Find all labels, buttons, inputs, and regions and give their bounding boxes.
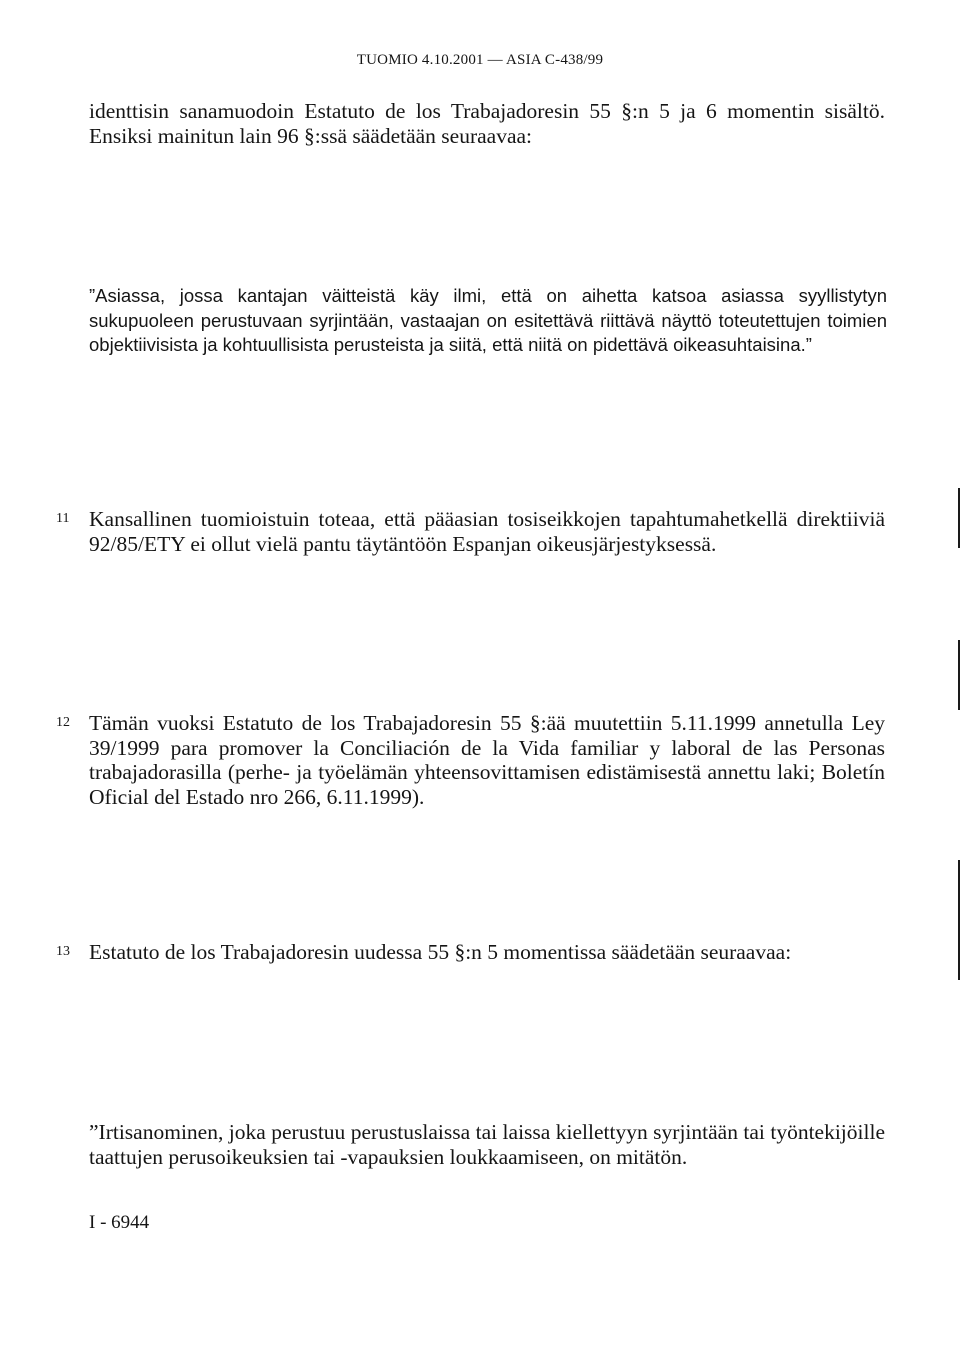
intro-paragraph: identtisin sanamuodoin Estatuto de los Trabajadoresin 55 §:n 5 ja 6 momentin sisältö. Ensiksi mainitun lain 96 §:ssä säädetään seuraavaa: (89, 99, 885, 148)
page-folio: I - 6944 (89, 1212, 150, 1233)
quoted-provision-article-55: ”Irtisanominen, joka perustuu perustuslaissa tai laissa kiellettyyn syrjintään tai työntekijöille taattujen perusoikeuksien tai -vapauksien loukkaamiseen, on mitätön. (89, 1120, 885, 1169)
paragraph-12: Tämän vuoksi Estatuto de los Trabajadoresin 55 §:ää muutettiin 5.11.1999 annetulla Ley 39/1999 para promover la Conciliación de la Vida familiar y laboral de las Personas trabajadorasilla (perhe- ja työelämän yhteensovittamisen edistämisestä annettu laki; Boletín Oficial del Estado nro 266, 6.11.1999). (89, 711, 885, 809)
paragraph-number-11: 11 (56, 511, 70, 526)
paragraph-11: Kansallinen tuomioistuin toteaa, että pääasian tosiseikkojen tapahtumahetkellä direktiiviä 92/85/ETY ei ollut vielä pantu täytäntöön Espanjan oikeusjärjestyksessä. (89, 507, 885, 556)
paragraph-number-12: 12 (56, 715, 70, 730)
paragraph-number-13: 13 (56, 944, 70, 959)
running-head: TUOMIO 4.10.2001 — ASIA C-438/99 (356, 52, 604, 68)
paragraph-13: Estatuto de los Trabajadoresin uudessa 55 §:n 5 momentissa säädetään seuraavaa: (89, 940, 792, 964)
quoted-provision-article-96: ”Asiassa, jossa kantajan väitteistä käy ilmi, että on aihetta katsoa asiassa syyllistytyn sukupuoleen perustuvaan syrjintään, vastaajan on esitettävä riittävä näyttö toteutettujen toimien objektiivisista ja kohtuullisista perusteista ja siitä, että niitä on pidettävä oikeasuhtaisina.” (89, 285, 887, 355)
